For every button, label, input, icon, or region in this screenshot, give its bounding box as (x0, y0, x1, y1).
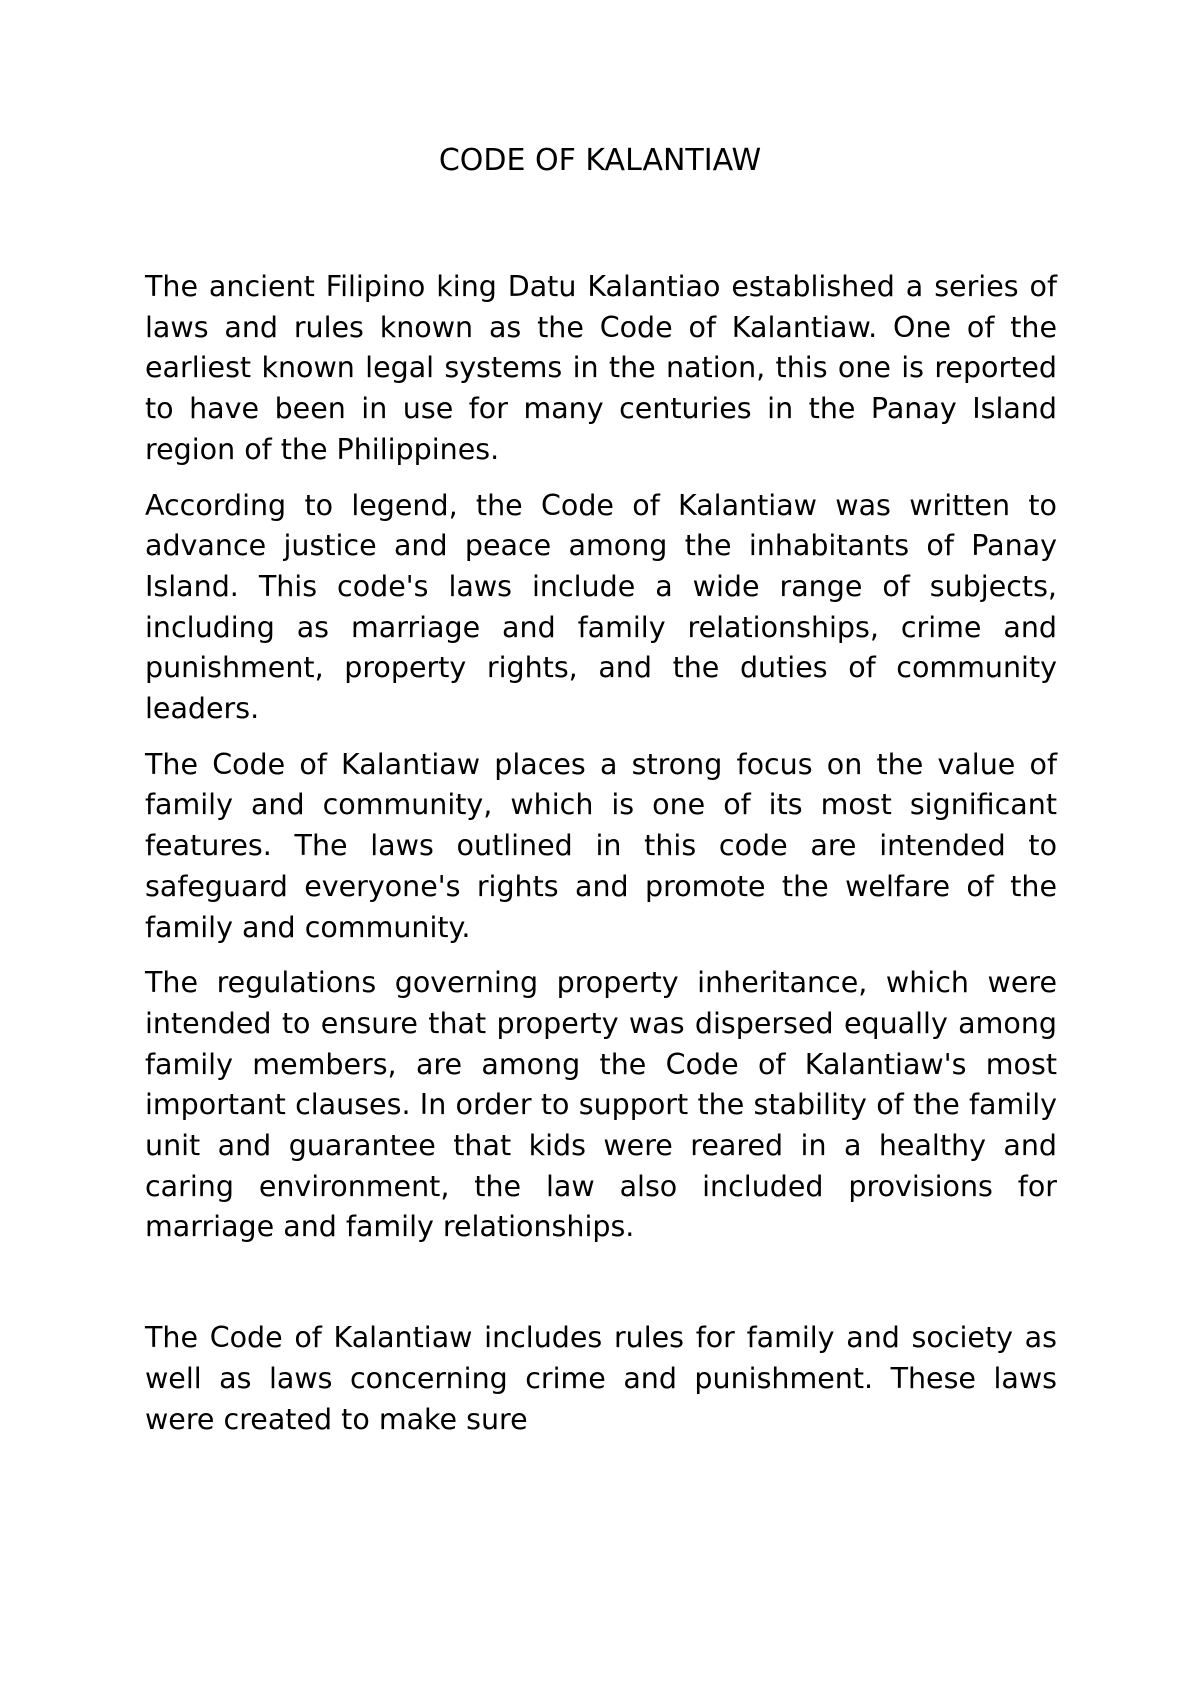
paragraph: According to legend, the Code of Kalantiaw was written to advance justice and peace among the inhabitants of Panay Island. This code's laws include a wide range of subjects, including as marriage and family relationships, crime and punishment, property rights, and the duties of community leaders. (145, 488, 1057, 726)
paragraph: The regulations governing property inheritance, which were intended to ensure that property was dispersed equally among family members, are among the Code of Kalantiaw's most important clauses. In order to support the stability of the family unit and guarantee that kids were reared in a healthy and caring environment, the law also included provisions for marriage and family relationships. (145, 966, 1057, 1244)
paragraph: The Code of Kalantiaw places a strong focus on the value of family and community, which is one of its most significant features. The laws outlined in this code are intended to safeguard everyone's rights and promote the welfare of the family and community. (145, 747, 1057, 944)
document-body (145, 267, 1057, 1455)
paragraph: The Code of Kalantiaw includes rules for family and society as well as laws concerning crime and punishment. These laws were created to make sure (145, 1321, 1057, 1436)
document-title: CODE OF KALANTIAW (438, 143, 762, 178)
paragraph: The ancient Filipino king Datu Kalantiao established a series of laws and rules known as the Code of Kalantiaw. One of the earliest known legal systems in the nation, this one is reported to have been in use for many centuries in the Panay Island region of the Philippines. (145, 270, 1057, 466)
